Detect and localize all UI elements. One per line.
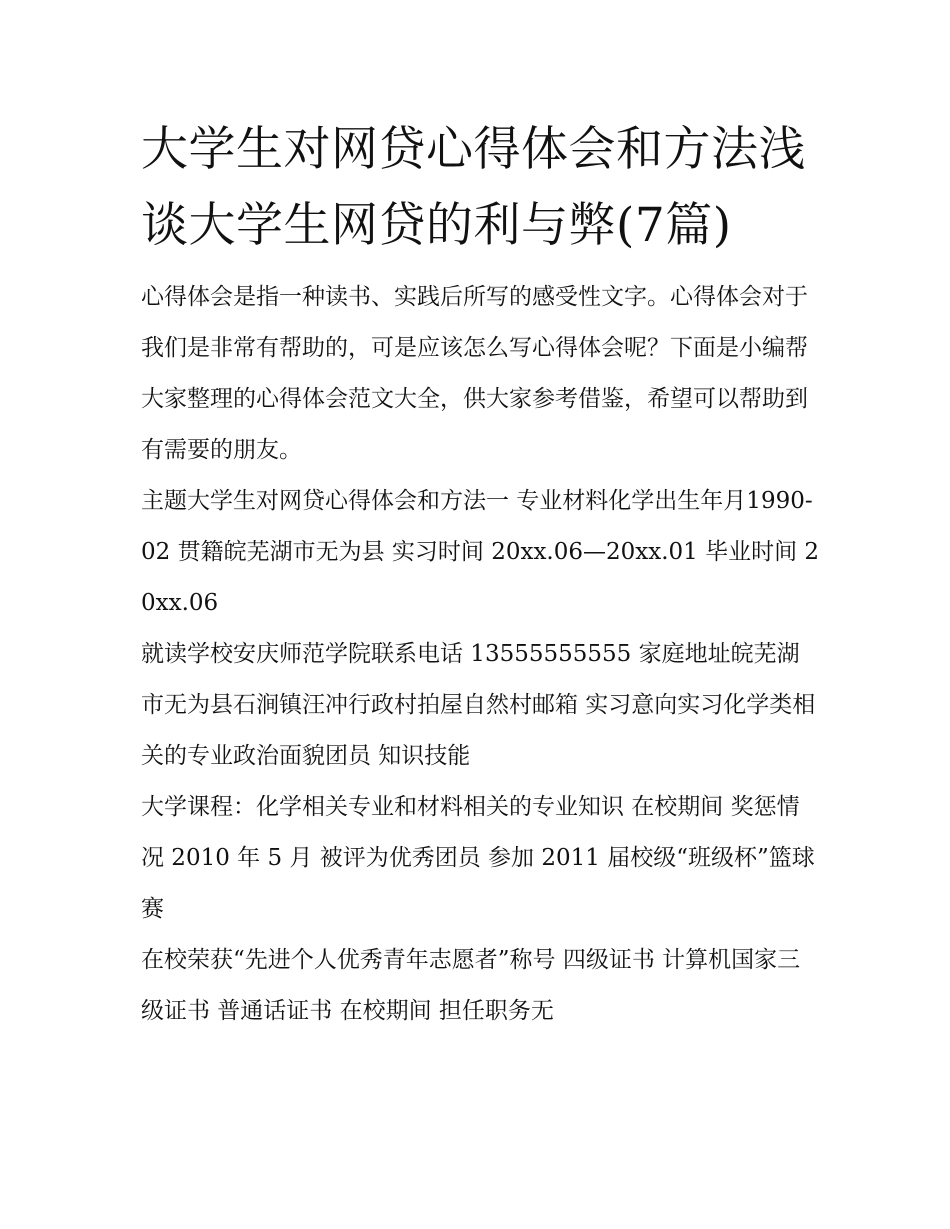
document-page: [141, 112, 821, 1037]
document-title: 大学生对网贷心得体会和方法浅谈大学生网贷的利与弊(7篇): [141, 122, 806, 253]
intro-paragraph: 心得体会是指一种读书、实践后所写的感受性文字。心得体会对于我们是非常有帮助的，可是应该怎么写心得体会呢？下面是小编帮大家整理的心得体会范文大全，供大家参考借鉴，希望可以帮助到有需要的朋友。: [141, 284, 808, 463]
courses-awards-paragraph: 大学课程：化学相关专业和材料相关的专业知识 在校期间 奖惩情况 2010 年 5 月 被评为优秀团员 参加 2011 届校级“班级杯”篮球赛: [141, 794, 815, 922]
honors-certificates-paragraph: 在校荣获“先进个人优秀青年志愿者”称号 四级证书 计算机国家三级证书 普通话证书 在校期间 担任职务无: [141, 947, 801, 1024]
personal-info-paragraph: 主题大学生对网贷心得体会和方法一 专业材料化学出生年月1990-02 贯籍皖芜湖市无为县 实习时间 20xx.06—20xx.01 毕业时间 20xx.06: [141, 488, 820, 616]
contact-info-paragraph: 就读学校安庆师范学院联系电话 13555555555 家庭地址皖芜湖市无为县石涧镇汪冲行政村拍屋自然村邮箱 实习意向实习化学类相关的专业政治面貌团员 知识技能: [141, 641, 816, 769]
